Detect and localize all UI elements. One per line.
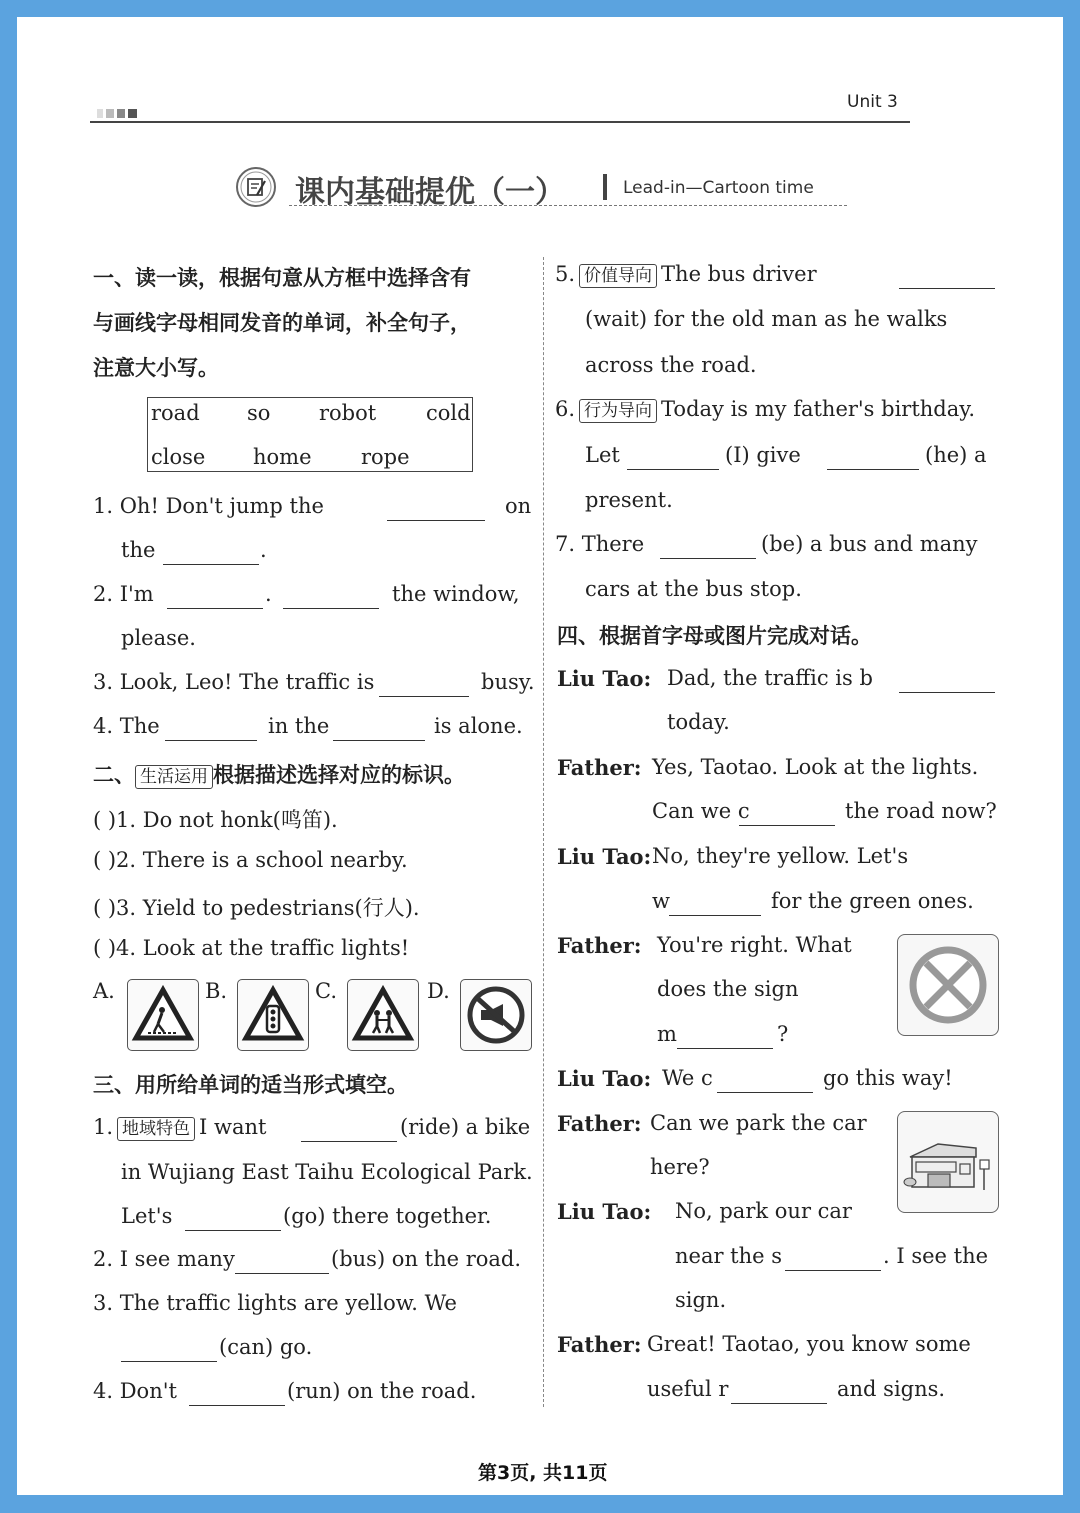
d-l4-text: No, park our car	[675, 1199, 852, 1223]
s1-q1-blank2[interactable]	[163, 546, 259, 565]
s3-q2-blank[interactable]	[235, 1255, 329, 1274]
sec2-prefix: 二、	[93, 763, 135, 787]
word-so: so	[247, 401, 271, 425]
d-f2-line2: does the sign	[657, 977, 799, 1001]
no-honking-sign-icon	[460, 979, 532, 1051]
pedestrian-crossing-sign-icon	[127, 979, 199, 1051]
s3-q4-run: (run) on the road.	[287, 1379, 477, 1403]
speaker-father-2: Father:	[557, 933, 642, 958]
s3-q1-blank1[interactable]	[301, 1123, 397, 1142]
s1-q4-blank1[interactable]	[165, 722, 257, 741]
s2-item-4: ( )4. Look at the traffic lights!	[93, 936, 410, 960]
r-q7-line2: cars at the bus stop.	[585, 577, 802, 601]
s3-q4-text: 4. Don't	[93, 1379, 177, 1403]
d-f2-text: You're right. What	[657, 933, 852, 957]
speaker-liutao-2: Liu Tao:	[557, 844, 652, 869]
r-q7-be: (be) a bus and many	[761, 532, 978, 556]
d-l3-blank[interactable]	[717, 1074, 813, 1093]
r-q5-line2: (wait) for the old man as he walks	[585, 307, 948, 331]
header-rule	[90, 121, 910, 123]
unit-label: Unit 3	[847, 92, 898, 112]
s3-q1-text: I want	[199, 1115, 267, 1139]
option-b: B.	[205, 979, 228, 1003]
d-f2-m: m	[657, 1022, 677, 1046]
s3-q1-num: 1.	[93, 1115, 114, 1139]
d-l4-blank[interactable]	[785, 1252, 881, 1271]
d-f3-here: here?	[650, 1155, 710, 1179]
pencil-icon	[235, 166, 277, 208]
s3-q2-bus: (bus) on the road.	[331, 1247, 522, 1271]
d-f1-blank[interactable]	[739, 807, 835, 826]
school-children-sign-icon	[347, 979, 419, 1051]
sec2-heading	[93, 759, 465, 789]
d-f4-signs: and signs.	[837, 1377, 946, 1401]
speaker-liutao-4: Liu Tao:	[557, 1199, 652, 1224]
s1-q4-blank2[interactable]	[333, 722, 425, 741]
r-q6-blank2[interactable]	[827, 451, 919, 470]
title-divider	[603, 174, 607, 200]
traffic-light-sign-icon	[237, 979, 309, 1051]
d-f1-canwe: Can we c	[652, 799, 750, 823]
r-q5-text: The bus driver	[661, 262, 817, 286]
s2-item-2: ( )2. There is a school nearby.	[93, 848, 408, 872]
d-l3-wec: We c	[662, 1066, 713, 1090]
d-l2-blank[interactable]	[669, 897, 761, 916]
word-cold: cold	[426, 401, 471, 425]
sec4-heading: 四、根据首字母或图片完成对话。	[557, 624, 872, 648]
s3-q1-line2: in Wujiang East Taihu Ecological Park.	[121, 1160, 533, 1184]
option-d: D.	[427, 979, 450, 1003]
r-q6-let: Let	[585, 443, 620, 467]
s3-q2-text: 2. I see many	[93, 1247, 235, 1271]
sec2-heading-text: 根据描述选择对应的标识。	[213, 763, 465, 787]
header-marks	[97, 103, 137, 122]
word-rope: rope	[361, 445, 410, 469]
s3-q4-blank[interactable]	[189, 1387, 285, 1406]
s1-q3-busy: busy.	[481, 670, 535, 694]
s1-q2-blank2[interactable]	[283, 590, 379, 609]
s1-q4-the: 4. The	[93, 714, 160, 738]
s3-q3-text: 3. The traffic lights are yellow. We	[93, 1291, 457, 1315]
d-l2-text: No, they're yellow. Let's	[652, 844, 909, 868]
word-robot: robot	[319, 401, 377, 425]
sec3-heading: 三、用所给单词的适当形式填空。	[93, 1073, 408, 1097]
speaker-father-1: Father:	[557, 755, 642, 780]
parking-building-icon	[897, 1111, 999, 1213]
r-q6-tag: 行为导向	[579, 399, 657, 423]
option-c: C.	[315, 979, 337, 1003]
worksheet-page	[17, 17, 1063, 1495]
r-q6-text: Today is my father's birthday.	[661, 397, 976, 421]
s3-q1-go: (go) there together.	[283, 1204, 492, 1228]
d-f4-useful: useful r	[647, 1377, 729, 1401]
word-close: close	[151, 445, 206, 469]
s3-q1-lets: Let's	[121, 1204, 173, 1228]
d-l4-isee: . I see the	[883, 1244, 989, 1268]
d-f2-blank[interactable]	[677, 1030, 773, 1049]
title-underline	[289, 205, 847, 206]
s3-q1-blank2[interactable]	[185, 1212, 281, 1231]
r-q6-give: (I) give	[725, 443, 801, 467]
s1-q1-text: 1. Oh! Don't jump the	[93, 494, 324, 518]
d-f3-text: Can we park the car	[650, 1111, 867, 1135]
s1-q1-blank1[interactable]	[387, 502, 485, 521]
sec1-heading-line1: 一、读一读，根据句意从方框中选择含有	[93, 266, 471, 290]
s1-q2-window: the window,	[392, 582, 520, 606]
s1-q2-blank1[interactable]	[167, 590, 263, 609]
r-q6-blank1[interactable]	[627, 451, 719, 470]
s2-item-1: ( )1. Do not honk(鸣笛).	[93, 808, 338, 832]
s1-q1-on: on	[505, 494, 532, 518]
word-home: home	[253, 445, 312, 469]
s1-q2-period: .	[265, 582, 272, 606]
s1-q1-period: .	[260, 538, 267, 562]
word-road: road	[151, 401, 200, 425]
r-q5-num: 5.	[555, 262, 576, 286]
d-f4-blank[interactable]	[731, 1385, 827, 1404]
d-f1-road: the road now?	[845, 799, 997, 823]
d-l2-green: for the green ones.	[771, 889, 974, 913]
speaker-father-4: Father:	[557, 1332, 642, 1357]
s1-q2-please: please.	[121, 626, 196, 650]
r-q5-blank[interactable]	[899, 270, 995, 289]
r-q5-tag: 价值导向	[579, 264, 657, 288]
no-entry-sign-icon	[897, 934, 999, 1036]
s3-q1-line1	[93, 1115, 266, 1141]
option-a: A.	[93, 979, 115, 1003]
d-l1-blank[interactable]	[899, 674, 995, 693]
s1-q2-text: 2. I'm	[93, 582, 154, 606]
s3-q3-blank[interactable]	[121, 1343, 217, 1362]
s1-q3-blank[interactable]	[379, 678, 469, 697]
d-f2-q: ?	[777, 1022, 789, 1046]
d-f4-text: Great! Taotao, you know some	[647, 1332, 971, 1356]
d-l4-sign: sign.	[675, 1288, 727, 1312]
column-divider	[543, 257, 544, 1407]
title-en: Lead-in—Cartoon time	[623, 178, 814, 198]
sec1-heading-line2: 与画线字母相同发音的单词，补全句子，	[93, 311, 471, 335]
sec2-tag: 生活运用	[135, 765, 213, 789]
s3-q1-ride: (ride) a bike	[400, 1115, 531, 1139]
r-q6-num: 6.	[555, 397, 576, 421]
r-q6-line1	[555, 397, 975, 423]
d-l4-near: near the s	[675, 1244, 783, 1268]
speaker-father-3: Father:	[557, 1111, 642, 1136]
d-l1-text: Dad, the traffic is b	[667, 666, 873, 690]
r-q5-line3: across the road.	[585, 353, 757, 377]
d-f1-text: Yes, Taotao. Look at the lights.	[652, 755, 979, 779]
r-q5-line1	[555, 262, 817, 288]
s1-q3-text: 3. Look, Leo! The traffic is	[93, 670, 375, 694]
s1-q1-the: the	[121, 538, 156, 562]
d-l1-today: today.	[667, 710, 730, 734]
s1-q4-inthe: in the	[268, 714, 330, 738]
d-l3-go: go this way!	[823, 1066, 953, 1090]
s2-item-3: ( )3. Yield to pedestrians(行人).	[93, 896, 420, 920]
r-q6-he: (he) a	[925, 443, 987, 467]
title-cn: 课内基础提优（一）	[295, 175, 565, 210]
r-q7-text: 7. There	[555, 532, 645, 556]
speaker-liutao-3: Liu Tao:	[557, 1066, 652, 1091]
s3-q3-can: (can) go.	[219, 1335, 313, 1359]
sec1-heading-line3: 注意大小写。	[93, 356, 219, 380]
r-q7-blank[interactable]	[660, 540, 756, 559]
page-footer: 第3页, 共11页	[478, 1462, 608, 1484]
s1-q4-alone: is alone.	[434, 714, 523, 738]
r-q6-present: present.	[585, 488, 673, 512]
d-l2-w: w	[652, 889, 670, 913]
speaker-liutao-1: Liu Tao:	[557, 666, 652, 691]
s3-q1-tag: 地域特色	[117, 1117, 195, 1141]
